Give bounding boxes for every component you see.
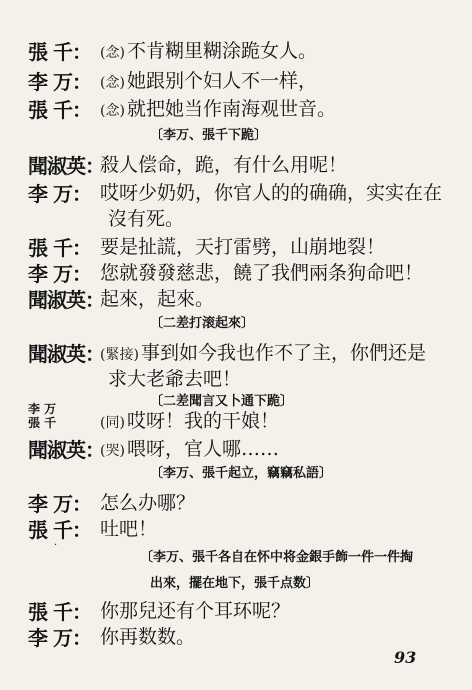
dialogue-text: 你那兒还有个耳环呢？ xyxy=(100,600,291,622)
speaker-name: 李 万： xyxy=(28,626,91,650)
stage-direction: 出來，擺在地下，張千点数〕 xyxy=(150,576,320,591)
speaker-name: 張 千 xyxy=(28,416,57,430)
dialogue-text: 起來，起來。 xyxy=(100,288,215,310)
dialogue-text: (念) 就把她当作南海观世音。 xyxy=(100,98,336,120)
tone-direction: (念) xyxy=(100,75,125,91)
speaker-name: 張 千： xyxy=(28,98,91,122)
dialogue-text: 怎么办哪？ xyxy=(100,492,196,514)
stage-direction: 〔二差聞言又卜通下跪〕 xyxy=(150,394,294,409)
ink-speck: · xyxy=(54,540,58,551)
speaker-name: 李 万： xyxy=(28,492,91,516)
dialogue-text: 哎呀少奶奶，你官人的的确确，实实在在 xyxy=(100,182,443,204)
dialogue-text: (念) 不肯糊里糊涂跪女人。 xyxy=(100,40,317,62)
tone-direction: (同) xyxy=(100,415,125,431)
speaker-name: 李 万 xyxy=(28,402,57,416)
dialogue-text: (同) 哎呀！我的干娘！ xyxy=(100,410,279,432)
stage-direction: 〔李万、張千起立，竊竊私語〕 xyxy=(150,466,333,481)
dialogue-text: (緊接) 事到如今我也作不了主，你們还是 xyxy=(100,342,426,364)
speaker-name: 李 万： xyxy=(28,262,91,286)
dialogue-text: (念) 她跟别个妇人不一样， xyxy=(100,70,317,92)
dialogue-continuation: 求大老爺去吧！ xyxy=(108,368,242,390)
dialogue-text: 您就發發慈悲，饒了我們兩条狗命吧！ xyxy=(100,262,424,284)
speaker-name: 李 万： xyxy=(28,182,91,206)
dialogue-text: (哭) 喂呀，官人哪…… xyxy=(100,438,279,460)
speaker-name: 聞淑英： xyxy=(28,288,104,312)
dialogue-text: 要是扯謊，天打雷劈，山崩地裂！ xyxy=(100,236,386,258)
speaker-name: 李 万： xyxy=(28,70,91,94)
dialogue-text: 吐吧！ xyxy=(100,518,158,540)
tone-direction: (緊接) xyxy=(100,347,139,363)
dialogue-continuation: 沒有死。 xyxy=(108,208,185,230)
dialogue-text: 殺人偿命，跪，有什么用呢！ xyxy=(100,154,348,176)
tone-direction: (念) xyxy=(100,45,125,61)
speaker-name: 聞淑英： xyxy=(28,438,104,462)
stage-direction: 〔二差打滚起來〕 xyxy=(150,316,255,331)
tone-direction: (哭) xyxy=(100,443,125,459)
stage-direction: 〔李万、張千各自在怀中将金銀手飾一件一件掏 xyxy=(140,550,414,565)
speaker-name: 聞淑英： xyxy=(28,342,104,366)
dialogue-text: 你再数数。 xyxy=(100,626,196,648)
speaker-name-stacked xyxy=(28,402,56,430)
stage-direction: 〔李万、張千下跪〕 xyxy=(150,128,268,143)
speaker-name: 張 千： xyxy=(28,40,91,64)
speaker-name: 張 千： xyxy=(28,600,91,624)
page-number: 93 xyxy=(394,648,417,667)
speaker-name: 聞淑英： xyxy=(28,154,104,178)
speaker-name: 張 千： xyxy=(28,518,91,542)
speaker-name: 張 千： xyxy=(28,236,91,260)
tone-direction: (念) xyxy=(100,103,125,119)
